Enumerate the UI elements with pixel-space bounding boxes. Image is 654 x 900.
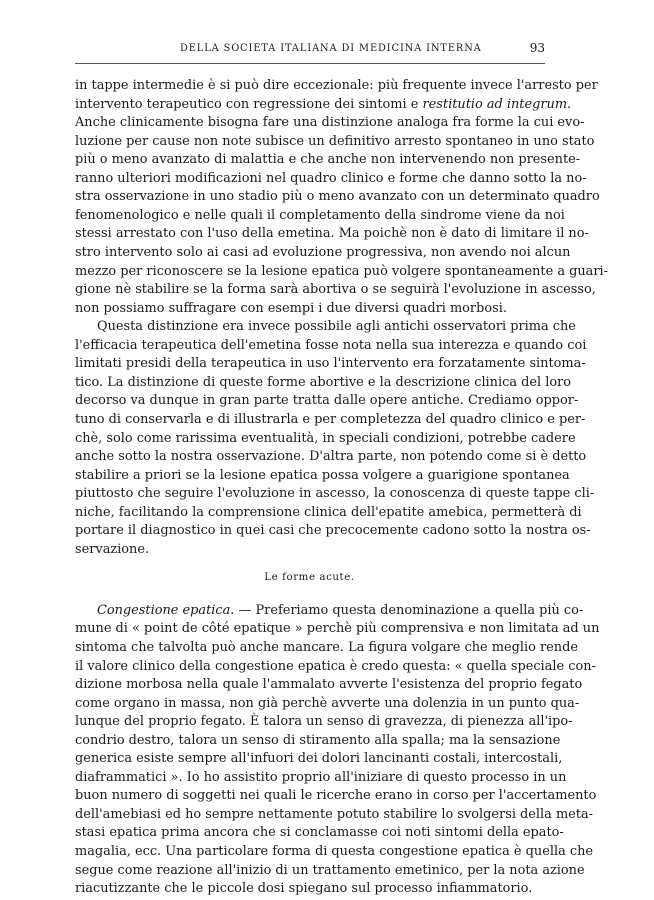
- subsection-title: Congestione epatica.: [97, 602, 235, 618]
- latin-phrase: restitutio ad integrum.: [422, 96, 572, 112]
- text-line: tico. La distinzione di queste forme abortive e la descrizione clinica del loro: [75, 374, 572, 390]
- text-line: gione nè stabilire se la forma sarà abortiva o se seguirà l'evoluzione in ascesso,: [75, 282, 596, 298]
- text-line: buon numero di soggetti nei quali le ricerche erano in corso per l'accertamento: [75, 788, 597, 804]
- text-span: intervento terapeutico con regressione dei sintomi e: [75, 96, 419, 112]
- text-line: riacutizzante che le piccole dosi spiegano sul processo infiammatorio.: [75, 881, 533, 897]
- text-line: non possiamo suffragare con esempi i due diversi quadri morbosi.: [75, 300, 507, 316]
- text-line: il valore clinico della congestione epatica è credo questa: « quella speciale con-: [75, 658, 596, 674]
- text-line: sintoma che talvolta può anche mancare. La figura volgare che meglio rende: [75, 639, 578, 655]
- text-line: magalia, ecc. Una particolare forma di questa congestione epatica è quella che: [75, 844, 594, 859]
- page-number: 93: [529, 41, 545, 55]
- text-line: anche sotto la nostra osservazione. D'altra parte, non potendo come si è detto: [75, 449, 587, 464]
- text-line: come organo in massa, non già perchè avverte una dolenzia in un punto qua-: [75, 695, 580, 711]
- text-line: segue come reazione all'inizio di un trattamento emetinico, per la nota azione: [75, 862, 585, 878]
- text-line: luzione per cause non note subisce un definitivo arresto spontaneo in uno stato: [75, 133, 595, 149]
- text-line: dell'amebiasi ed ho sempre nettamente potuto stabilire lo svolgersi della meta-: [75, 806, 594, 822]
- text-line: stra osservazione in uno stadio più o meno avanzato con un determinato quadro: [75, 189, 600, 205]
- text-line: fenomenologico e nelle quali il completamento della sindrome viene da noi: [75, 207, 565, 223]
- text-line: condrio destro, talora un senso di stiramento alla spalla; ma la sensazione: [75, 732, 561, 748]
- text-line: decorso va dunque in gran parte tratta dalle opere antiche. Crediamo oppor-: [75, 393, 579, 409]
- text-span: — Preferiamo questa denominazione a quella più co-: [238, 602, 584, 618]
- text-line: ranno ulteriori modificazioni nel quadro clinico e forme che danno sotto la no-: [75, 170, 587, 186]
- text-line: mune di « point de côté epatique » perchè più comprensiva e non limitata ad un: [75, 621, 600, 637]
- text-line: chè, solo come rarissima eventualità, in speciali condizioni, potrebbe cadere: [75, 430, 576, 446]
- text-line: in tappe intermedie è si può dire eccezionale: più frequente invece l'arresto per: [75, 78, 598, 93]
- running-header: [75, 43, 545, 59]
- running-title: DELLA SOCIETA ITALIANA DI MEDICINA INTERNA: [180, 43, 482, 54]
- text-line: generica esiste sempre all'infuori dei dolori lancinanti costali, intercostali,: [75, 751, 563, 767]
- text-line: stessi arrestato con l'uso della emetina. Ma poichè non è dato di limitare il no-: [75, 226, 589, 242]
- text-line: dizione morbosa nella quale l'ammalato avverte l'esistenza del proprio fegato: [75, 677, 583, 692]
- text-line: Anche clinicamente bisogna fare una distinzione analoga fra forme la cui evo-: [75, 115, 585, 131]
- text-line: portare il diagnostico in quei casi che precocemente cadono sotto la nostra os-: [75, 523, 591, 539]
- text-line: tuno di conservarla e di illustrarla e per completezza del quadro clinico e per-: [75, 411, 586, 427]
- text-line: piuttosto che seguire l'evoluzione in ascesso, la conoscenza di queste tappe cli-: [75, 486, 595, 502]
- text-line: [75, 602, 584, 619]
- text-line: più o meno avanzato di malattia e che anche non intervenendo non presente-: [75, 152, 581, 168]
- text-line: stabilire a priori se la lesione epatica possa volgere a guarigione spontanea: [75, 467, 570, 483]
- text-line: Questa distinzione era invece possibile agli antichi osservatori prima che: [97, 319, 576, 335]
- text-line: [75, 96, 572, 113]
- header-rule: [75, 63, 545, 64]
- text-line: stasi epatica prima ancora che si conclamasse coi noti sintomi della epato-: [75, 825, 564, 841]
- section-heading: Le forme acute.: [264, 572, 355, 584]
- text-line: lunque del proprio fegato. È talora un senso di gravezza, di pienezza all'ipo-: [75, 714, 573, 730]
- text-line: mezzo per riconoscere se la lesione epatica può volgere spontaneamente a guari-: [75, 263, 608, 279]
- text-line: servazione.: [75, 541, 150, 557]
- text-line: diaframmatici ». Io ho assistito proprio all'iniziare di questo processo in un: [75, 769, 567, 785]
- text-line: niche, facilitando la comprensione clinica dell'epatite amebica, permetterà di: [75, 504, 582, 520]
- text-line: stro intervento solo ai casi ad evoluzione progressiva, non avendo noi alcun: [75, 245, 571, 260]
- text-line: limitati presidi della terapeutica in uso l'intervento era forzatamente sintoma-: [75, 356, 586, 372]
- text-line: l'efficacia terapeutica dell'emetina fosse nota nella sua interezza e quando coi: [75, 337, 587, 353]
